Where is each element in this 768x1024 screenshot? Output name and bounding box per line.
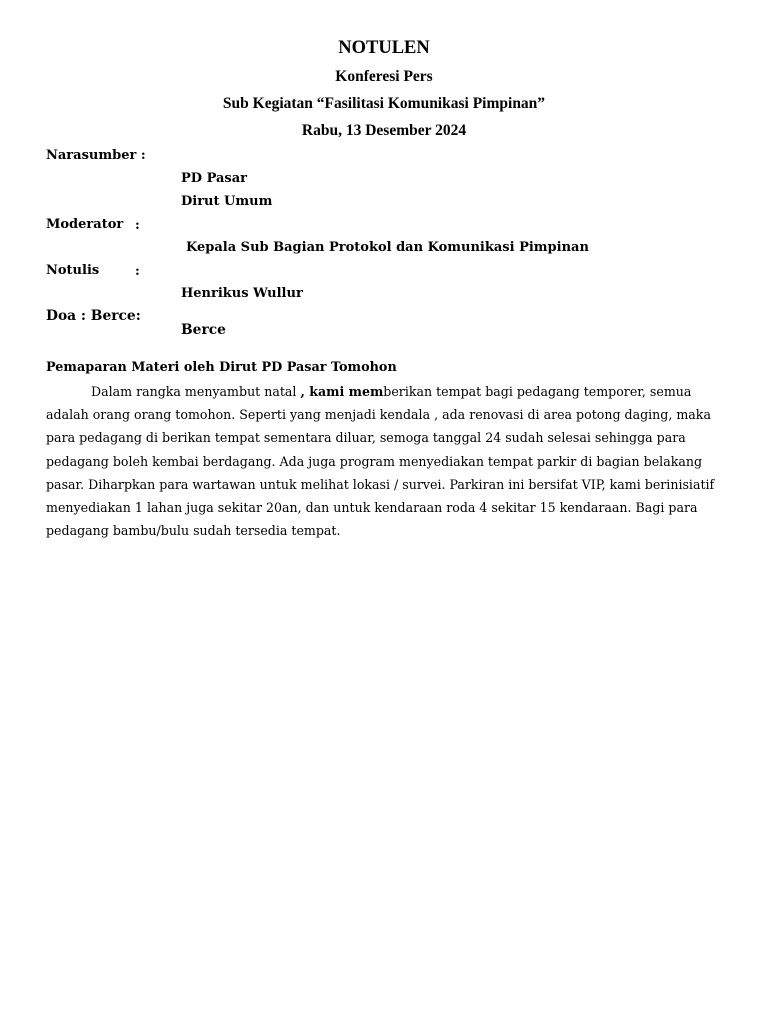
narasumber-item: PD Pasar — [181, 171, 248, 186]
paragraph-line: pedagang boleh kembai berdagang. Ada juga program menyediakan tempat parkir di bagian belakang — [46, 453, 703, 469]
notulis-colon: : — [135, 264, 140, 279]
paragraph-line: adalah orang orang tomohon. Seperti yang menjadi kendala , ada renovasi di area potong daging, maka — [46, 407, 711, 423]
doa-value: Berce — [181, 322, 226, 338]
paragraph-line: pedagang bambu/bulu sudah tersedia tempat. — [46, 523, 341, 539]
narasumber-item: Dirut Umum — [181, 194, 273, 209]
notulis-label: Notulis — [46, 263, 100, 278]
paragraph-line: para pedagang di berikan tempat sementara diluar, semoga tanggal 24 sudah selesai sehingga para — [46, 430, 686, 446]
paragraph-line: menyediakan 1 lahan juga sekitar 20an, dan untuk kendaraan roda 4 sekitar 15 kendaraan. Bagi para — [46, 499, 698, 515]
doa-label: Doa : Berce: — [46, 308, 141, 324]
moderator-value: Kepala Sub Bagian Protokol dan Komunikasi Pimpinan — [186, 240, 589, 255]
document-title: NOTULEN — [338, 38, 430, 58]
body-paragraph — [46, 380, 726, 542]
document-subtitle: Konferesi Pers — [335, 68, 433, 85]
moderator-label: Moderator — [46, 217, 124, 232]
moderator-colon: : — [135, 218, 140, 233]
paragraph-line: pasar. Diharpkan para wartawan untuk melihat lokasi / survei. Parkiran ini bersifat VIP, kami berinisiatif — [46, 476, 715, 492]
meeting-date: Rabu, 13 Desember 2024 — [301, 122, 467, 139]
paragraph-text: Dalam rangka menyambut natal — [91, 384, 301, 399]
notulis-value: Henrikus Wullur — [181, 286, 303, 301]
paragraph-bold-text: , kami mem — [300, 384, 384, 399]
paragraph-text: berikan tempat bagi pedagang temporer, semua — [383, 384, 692, 399]
narasumber-label: Narasumber : — [46, 148, 146, 163]
section-heading: Pemaparan Materi oleh Dirut PD Pasar Tomohon — [46, 360, 397, 375]
paragraph-line — [46, 380, 726, 403]
activity-title: Sub Kegiatan “Fasilitasi Komunikasi Pimpinan” — [222, 95, 546, 112]
